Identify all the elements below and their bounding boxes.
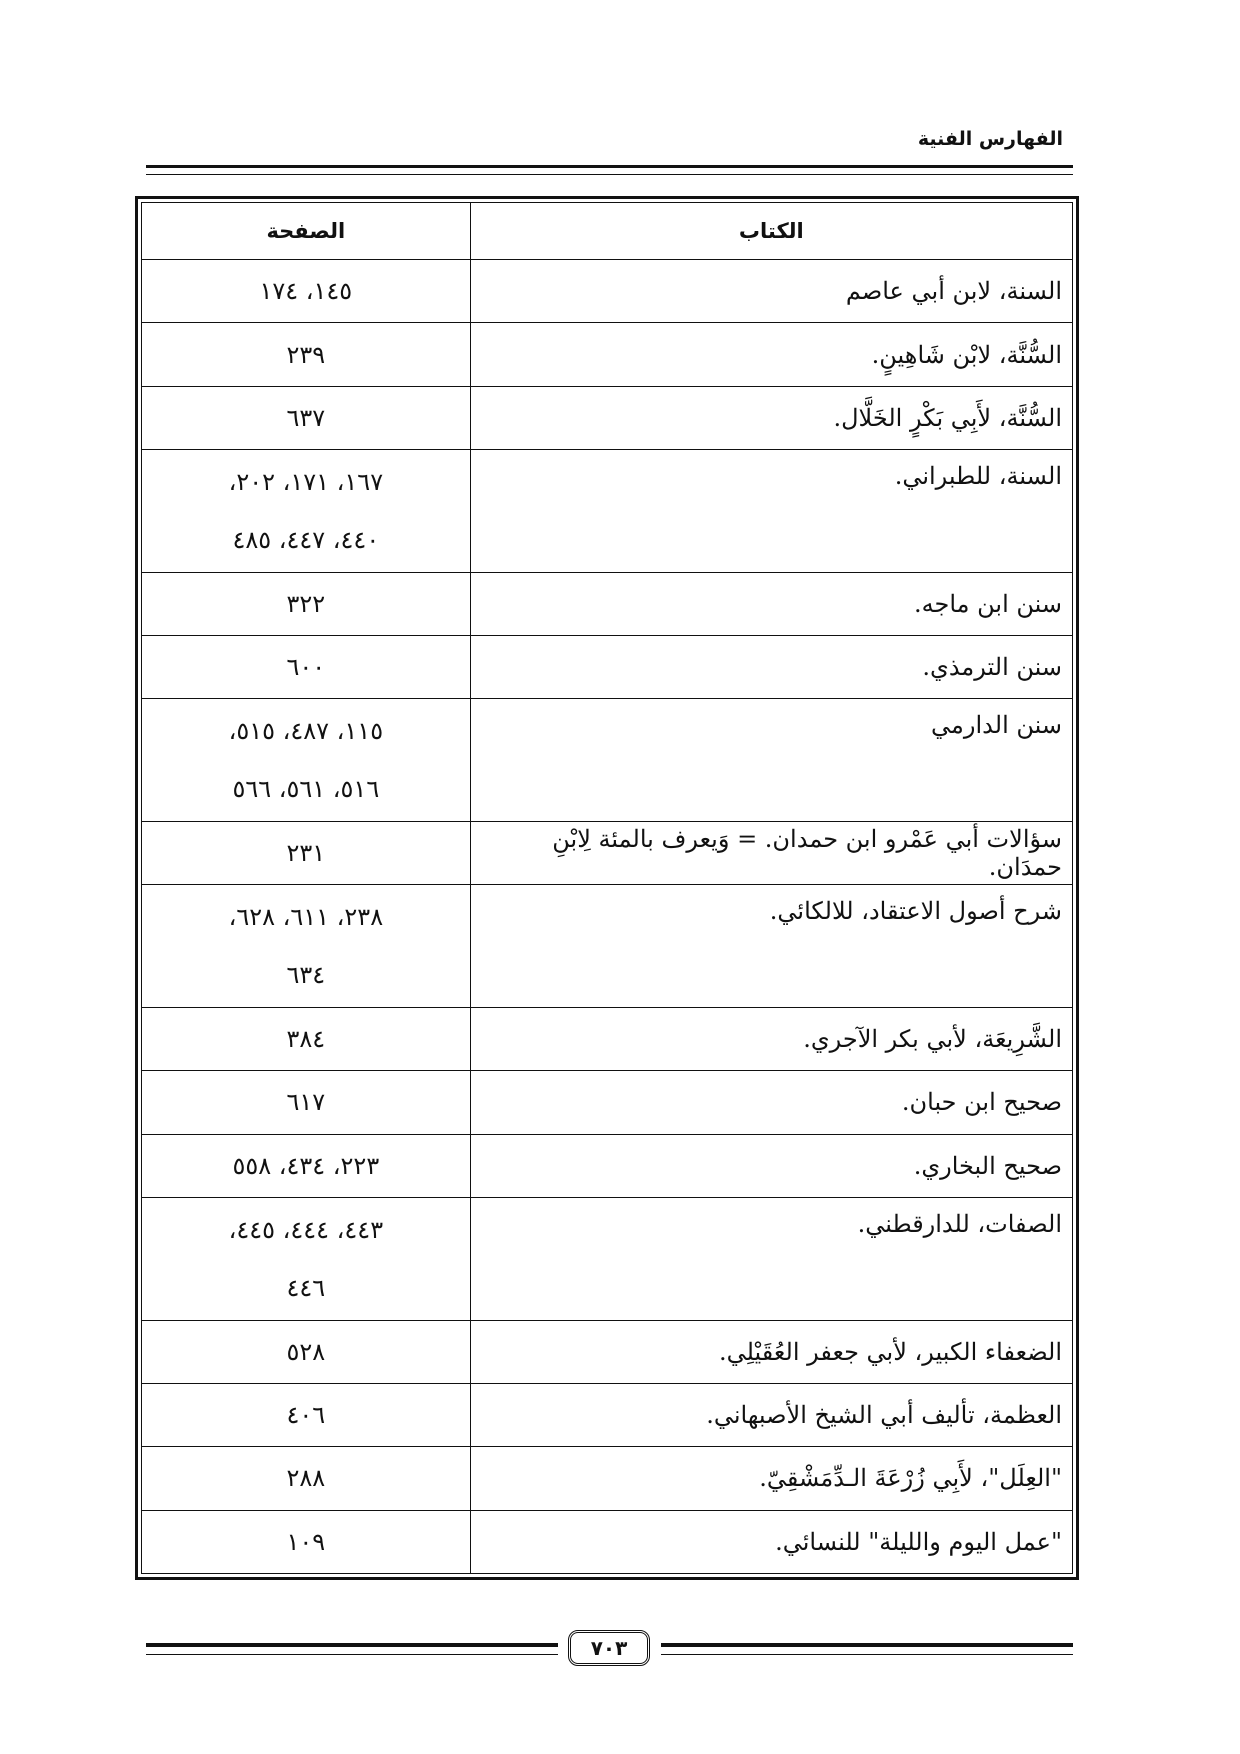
header-double-rule: [146, 165, 1073, 175]
page-numbers-line: ٣٨٤: [286, 1025, 326, 1054]
footer-rule-left: [146, 1643, 558, 1655]
page-numbers-cell: [142, 885, 471, 1008]
page-numbers-cell: [142, 699, 471, 822]
book-title-cell: الضعفاء الكبير، لأبي جعفر العُقَيْلِي.: [470, 1320, 1072, 1383]
page-numbers-cell: [142, 1134, 471, 1197]
page-footer: [146, 1630, 1073, 1670]
table-row: [142, 1447, 1073, 1510]
page-numbers-cell: [142, 821, 471, 884]
page-numbers-cell: [142, 1007, 471, 1070]
table-row: [142, 1383, 1073, 1446]
book-title-cell: سنن ابن ماجه.: [470, 572, 1072, 635]
page-numbers-cell: [142, 260, 471, 323]
table-row: [142, 635, 1073, 698]
book-title-cell: السُّنَّة، لأَبِي بَكْرٍ الخَلَّال.: [470, 386, 1072, 449]
page-numbers-line: ٢٣٨، ٦١١، ٦٢٨،: [228, 903, 384, 932]
page-numbers-line: ٦٣٧: [286, 403, 326, 432]
page-numbers-cell: [142, 386, 471, 449]
book-title-cell: سنن الدارمي: [470, 699, 1072, 822]
book-title-cell: صحيح البخاري.: [470, 1134, 1072, 1197]
page-numbers-line: ١١٥، ٤٨٧، ٥١٥،: [228, 717, 384, 746]
table-row: [142, 885, 1073, 1008]
page-numbers-line: ٦٠٠: [286, 653, 326, 682]
page-numbers-cell: [142, 1320, 471, 1383]
book-title-cell: "عمل اليوم والليلة" للنسائي.: [470, 1510, 1072, 1573]
page-numbers-line: ٢٣١: [286, 839, 326, 868]
book-title-cell: الشَّرِيعَة، لأبي بكر الآجري.: [470, 1007, 1072, 1070]
index-table-frame: [135, 196, 1079, 1580]
page-numbers-cell: [142, 572, 471, 635]
book-title-cell: الصفات، للدارقطني.: [470, 1197, 1072, 1320]
book-title-cell: العظمة، تأليف أبي الشيخ الأصبهاني.: [470, 1383, 1072, 1446]
table-row: [142, 450, 1073, 573]
book-title-cell: السنة، لابن أبي عاصم: [470, 260, 1072, 323]
page-numbers-line: ١٦٧، ١٧١، ٢٠٢،: [228, 467, 384, 496]
page-number: ٧٠٣: [568, 1630, 650, 1666]
column-header-book: الكتاب: [470, 203, 1072, 260]
column-header-page: الصفحة: [142, 203, 471, 260]
book-title-cell: شرح أصول الاعتقاد، للالكائي.: [470, 885, 1072, 1008]
table-row: [142, 699, 1073, 822]
page-numbers-cell: [142, 1447, 471, 1510]
page-numbers-cell: [142, 323, 471, 386]
book-title-cell: السُّنَّة، لابْن شَاهِينٍ.: [470, 323, 1072, 386]
book-title-cell: "العِلَل"، لأَبِي زُرْعَةَ الـدِّمَشْقِيّ.: [470, 1447, 1072, 1510]
page-numbers-line: ٢٣٩: [286, 340, 326, 369]
page-numbers-cell: [142, 1071, 471, 1134]
page-numbers-line: ٢٨٨: [286, 1464, 326, 1493]
footer-rule-right: [661, 1643, 1073, 1655]
page-numbers-line: ٣٢٢: [286, 589, 326, 618]
book-title-cell: السنة، للطبراني.: [470, 450, 1072, 573]
table-row: [142, 1134, 1073, 1197]
table-row: [142, 260, 1073, 323]
book-title-cell: سؤالات أبي عَمْرو ابن حمدان. = وَيعرف بالمئة لِابْنِ حمدَان.: [470, 821, 1072, 884]
table-row: [142, 1510, 1073, 1573]
page-numbers-line: ٤٤٦: [286, 1273, 326, 1302]
page-numbers-line: ٦١٧: [286, 1088, 326, 1117]
page-numbers-line: ١٠٩: [286, 1527, 326, 1556]
page-numbers-cell: [142, 450, 471, 573]
page-numbers-cell: [142, 1197, 471, 1320]
table-row: [142, 386, 1073, 449]
page-numbers-cell: [142, 1383, 471, 1446]
table-row: [142, 572, 1073, 635]
book-title-cell: سنن الترمذي.: [470, 635, 1072, 698]
table-body: [142, 260, 1073, 1574]
table-row: [142, 1071, 1073, 1134]
page-numbers-line: ٤٤٠، ٤٤٧، ٤٨٥: [232, 525, 380, 554]
book-index-table: [141, 202, 1073, 1574]
page-numbers-line: ٥١٦، ٥٦١، ٥٦٦: [232, 775, 380, 804]
page-numbers-line: ١٤٥، ١٧٤: [259, 277, 353, 306]
table-row: [142, 1197, 1073, 1320]
running-header: الفهارس الفنية: [917, 128, 1063, 150]
page-numbers-line: ٢٢٣، ٤٣٤، ٥٥٨: [232, 1151, 380, 1180]
page-numbers-line: ٤٠٦: [286, 1401, 326, 1430]
table-row: [142, 323, 1073, 386]
table-header-row: [142, 203, 1073, 260]
table-row: [142, 1320, 1073, 1383]
page-numbers-cell: [142, 1510, 471, 1573]
book-title-cell: صحيح ابن حبان.: [470, 1071, 1072, 1134]
page-numbers-cell: [142, 635, 471, 698]
page-numbers-line: ٥٢٨: [286, 1337, 326, 1366]
page-numbers-line: ٦٣٤: [286, 961, 326, 990]
table-row: [142, 1007, 1073, 1070]
table-row: [142, 821, 1073, 884]
page-numbers-line: ٤٤٣، ٤٤٤، ٤٤٥،: [228, 1215, 384, 1244]
